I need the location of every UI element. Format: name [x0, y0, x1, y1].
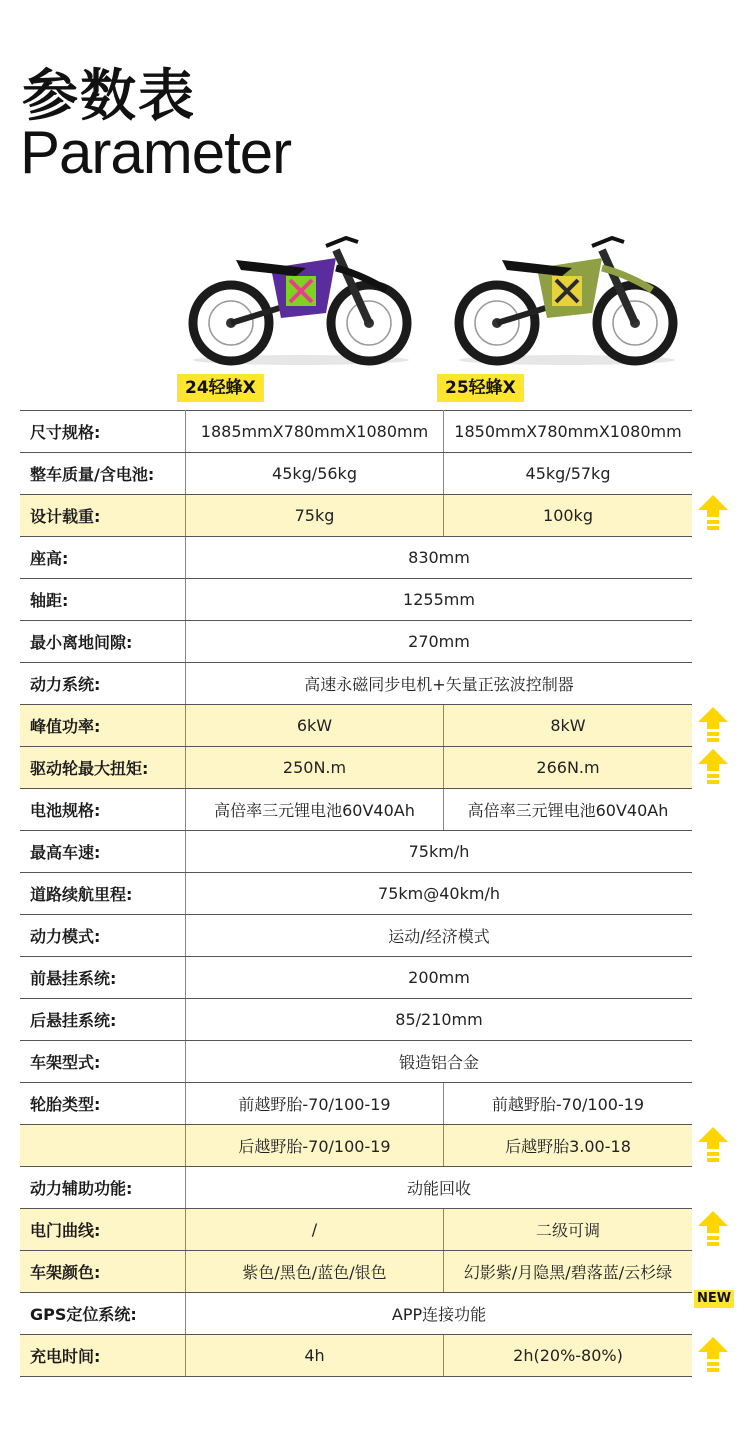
page-title-cn: 参数表 [22, 64, 196, 129]
value-24: 高倍率三元锂电池60V40Ah [186, 789, 444, 831]
table-row [20, 1167, 692, 1209]
value-24: 75kg [186, 495, 444, 537]
value-25: 前越野胎-70/100-19 [444, 1083, 693, 1125]
row-label [20, 1125, 186, 1167]
model-label-24: 24轻蜂X [177, 374, 264, 402]
row-label: 峰值功率: [20, 705, 186, 747]
row-label: 车架颜色: [20, 1251, 186, 1293]
new-badge: NEW [694, 1290, 734, 1308]
value-24: 紫色/黑色/蓝色/银色 [186, 1251, 444, 1293]
table-row [20, 1125, 692, 1167]
row-label: 轴距: [20, 579, 186, 621]
bike-25-image [452, 228, 682, 368]
row-label: 道路续航里程: [20, 873, 186, 915]
upgrade-arrow-icon [696, 747, 730, 785]
value-24: 1885mmX780mmX1080mm [186, 411, 444, 453]
value-25: 幻影紫/月隐黑/碧落蓝/云杉绿 [444, 1251, 693, 1293]
table-row [20, 663, 692, 705]
row-label: 后悬挂系统: [20, 999, 186, 1041]
page-title-en: Parameter [20, 119, 292, 186]
table-row [20, 411, 692, 453]
row-label: GPS定位系统: [20, 1293, 186, 1335]
table-row [20, 957, 692, 999]
table-row [20, 621, 692, 663]
row-label: 最小离地间隙: [20, 621, 186, 663]
value-25: 2h(20%-80%) [444, 1335, 693, 1377]
value-shared: 1255mm [186, 579, 693, 621]
value-24: 45kg/56kg [186, 453, 444, 495]
value-24: 4h [186, 1335, 444, 1377]
table-row [20, 705, 692, 747]
value-25: 1850mmX780mmX1080mm [444, 411, 693, 453]
value-25: 8kW [444, 705, 693, 747]
value-25: 后越野胎3.00-18 [444, 1125, 693, 1167]
row-label: 最高车速: [20, 831, 186, 873]
table-row [20, 579, 692, 621]
value-25: 二级可调 [444, 1209, 693, 1251]
table-row [20, 1251, 692, 1293]
table-row [20, 1041, 692, 1083]
table-row [20, 873, 692, 915]
row-label: 动力辅助功能: [20, 1167, 186, 1209]
value-shared: 200mm [186, 957, 693, 999]
row-label: 前悬挂系统: [20, 957, 186, 999]
row-label: 驱动轮最大扭矩: [20, 747, 186, 789]
value-shared: 锻造铝合金 [186, 1041, 693, 1083]
value-25: 高倍率三元锂电池60V40Ah [444, 789, 693, 831]
table-row [20, 1335, 692, 1377]
spec-table [20, 410, 692, 1377]
row-label: 电门曲线: [20, 1209, 186, 1251]
value-25: 45kg/57kg [444, 453, 693, 495]
table-row [20, 831, 692, 873]
table-row [20, 999, 692, 1041]
value-24: 6kW [186, 705, 444, 747]
table-row [20, 747, 692, 789]
value-shared: 75km/h [186, 831, 693, 873]
value-shared: 运动/经济模式 [186, 915, 693, 957]
value-24: / [186, 1209, 444, 1251]
row-label: 车架型式: [20, 1041, 186, 1083]
row-label: 充电时间: [20, 1335, 186, 1377]
table-row [20, 453, 692, 495]
value-25: 266N.m [444, 747, 693, 789]
row-label: 动力模式: [20, 915, 186, 957]
value-24: 后越野胎-70/100-19 [186, 1125, 444, 1167]
table-row [20, 789, 692, 831]
upgrade-arrow-icon [696, 1335, 730, 1373]
upgrade-arrow-icon [696, 705, 730, 743]
value-24: 250N.m [186, 747, 444, 789]
value-25: 100kg [444, 495, 693, 537]
model-label-25: 25轻蜂X [437, 374, 524, 402]
value-24: 前越野胎-70/100-19 [186, 1083, 444, 1125]
table-row [20, 915, 692, 957]
row-label: 动力系统: [20, 663, 186, 705]
row-label: 尺寸规格: [20, 411, 186, 453]
upgrade-arrow-icon [696, 493, 730, 531]
row-label: 电池规格: [20, 789, 186, 831]
value-shared: 75km@40km/h [186, 873, 693, 915]
table-row [20, 495, 692, 537]
upgrade-arrow-icon [696, 1125, 730, 1163]
row-label: 座高: [20, 537, 186, 579]
value-shared: APP连接功能 [186, 1293, 693, 1335]
value-shared: 85/210mm [186, 999, 693, 1041]
table-row [20, 1293, 692, 1335]
table-row [20, 1209, 692, 1251]
row-label: 整车质量/含电池: [20, 453, 186, 495]
row-label: 轮胎类型: [20, 1083, 186, 1125]
value-shared: 270mm [186, 621, 693, 663]
value-shared: 高速永磁同步电机+矢量正弦波控制器 [186, 663, 693, 705]
value-shared: 830mm [186, 537, 693, 579]
upgrade-arrow-icon [696, 1209, 730, 1247]
value-shared: 动能回收 [186, 1167, 693, 1209]
table-row [20, 537, 692, 579]
bike-24-image [186, 228, 416, 368]
row-label: 设计载重: [20, 495, 186, 537]
table-row [20, 1083, 692, 1125]
